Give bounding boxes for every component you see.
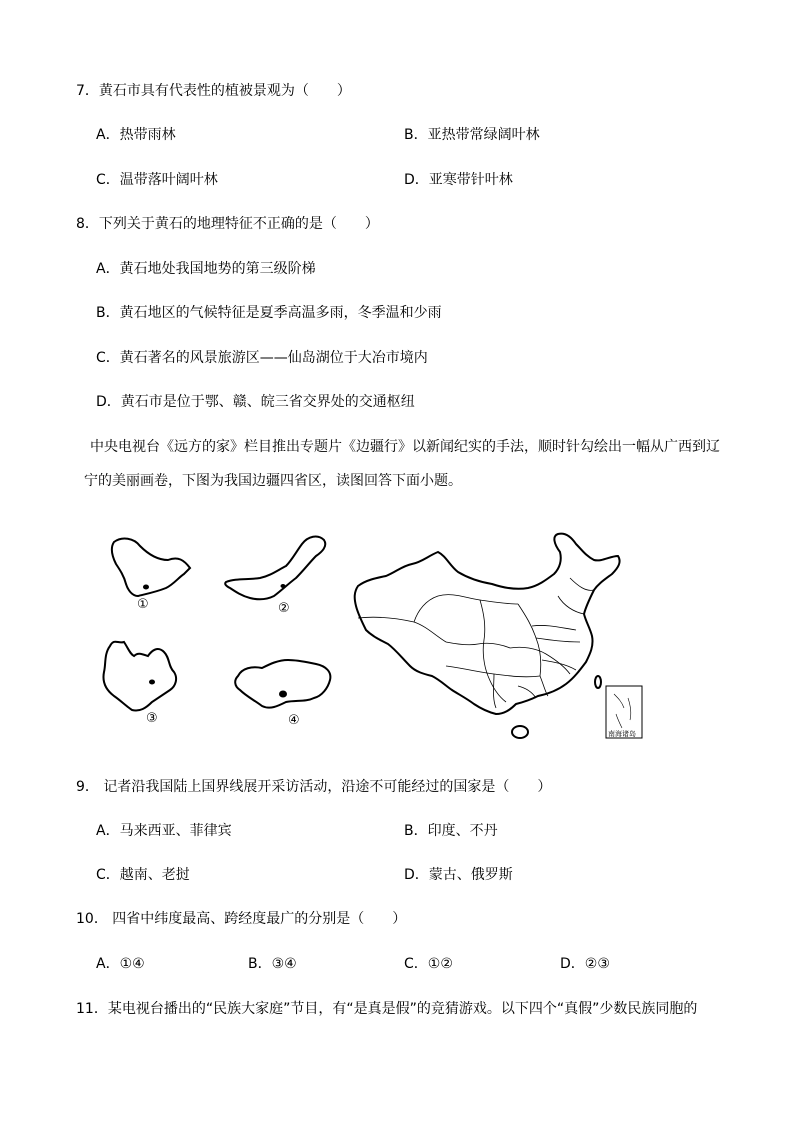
q8-stem: 8．下列关于黄石的地理特征不正确的是（ ） (76, 216, 379, 232)
reading-passage: 中央电视台《远方的家》栏目推出专题片《边疆行》以新闻纪实的手法，顺时针勾绘出一幅从广西到辽宁的美丽画卷，下图为我国边疆四省区，读图回答下面小题。 (84, 439, 720, 489)
province-label-2: ② (278, 601, 290, 616)
q9-option-a: A．马来西亚、菲律宾 (96, 823, 232, 839)
capital-dot-2 (281, 584, 286, 588)
capital-dot-1 (143, 585, 149, 590)
q7-option-b: B．亚热带常绿阔叶林 (404, 127, 540, 143)
province-label-1: ① (137, 597, 149, 612)
q8-option-d: D．黄石市是位于鄂、赣、皖三省交界处的交通枢纽 (96, 394, 415, 410)
q8-option-c: C．黄石著名的风景旅游区——仙岛湖位于大冶市境内 (96, 350, 428, 366)
q10-option-d: D．②③ (560, 956, 610, 972)
province-outline-2 (225, 537, 325, 600)
q10-option-c: C．①② (404, 956, 453, 972)
china-map (355, 534, 620, 738)
inset-label: 南海诸岛 (608, 730, 636, 738)
province-label-4: ④ (288, 713, 300, 728)
capital-dot-3 (149, 680, 155, 685)
q9-option-d: D．蒙古、俄罗斯 (404, 867, 513, 883)
q9-option-c: C．越南、老挝 (96, 867, 190, 883)
q7-option-a: A．热带雨林 (96, 127, 176, 143)
q8-option-b: B．黄石地区的气候特征是夏季高温多雨，冬季温和少雨 (96, 305, 442, 321)
q10-option-a: A．①④ (96, 956, 145, 972)
province-outline-4 (235, 660, 330, 708)
q7-option-c: C．温带落叶阔叶林 (96, 172, 218, 188)
q9-option-b: B．印度、不丹 (404, 823, 498, 839)
q7-stem: 7．黄石市具有代表性的植被景观为（ ） (76, 83, 351, 99)
q11-stem: 11．某电视台播出的“民族大家庭”节目，有“是真是假”的竞猜游戏。以下四个“真假”少数民族同胞的 (76, 1001, 698, 1017)
q9-stem: 9． 记者沿我国陆上国界线展开采访活动，沿途不可能经过的国家是（ ） (76, 779, 552, 795)
map-figure (96, 526, 656, 744)
province-label-3: ③ (146, 711, 158, 726)
q7-option-d: D．亚寒带针叶林 (404, 172, 513, 188)
map-svg (96, 526, 656, 744)
q8-option-a: A．黄石地处我国地势的第三级阶梯 (96, 261, 316, 277)
q10-stem: 10． 四省中纬度最高、跨经度最广的分别是（ ） (76, 911, 407, 927)
capital-dot-4 (279, 691, 287, 698)
province-outline-1 (112, 539, 190, 596)
province-outline-3 (103, 642, 176, 711)
south-china-sea-inset (606, 686, 642, 738)
q10-option-b: B．③④ (248, 956, 297, 972)
